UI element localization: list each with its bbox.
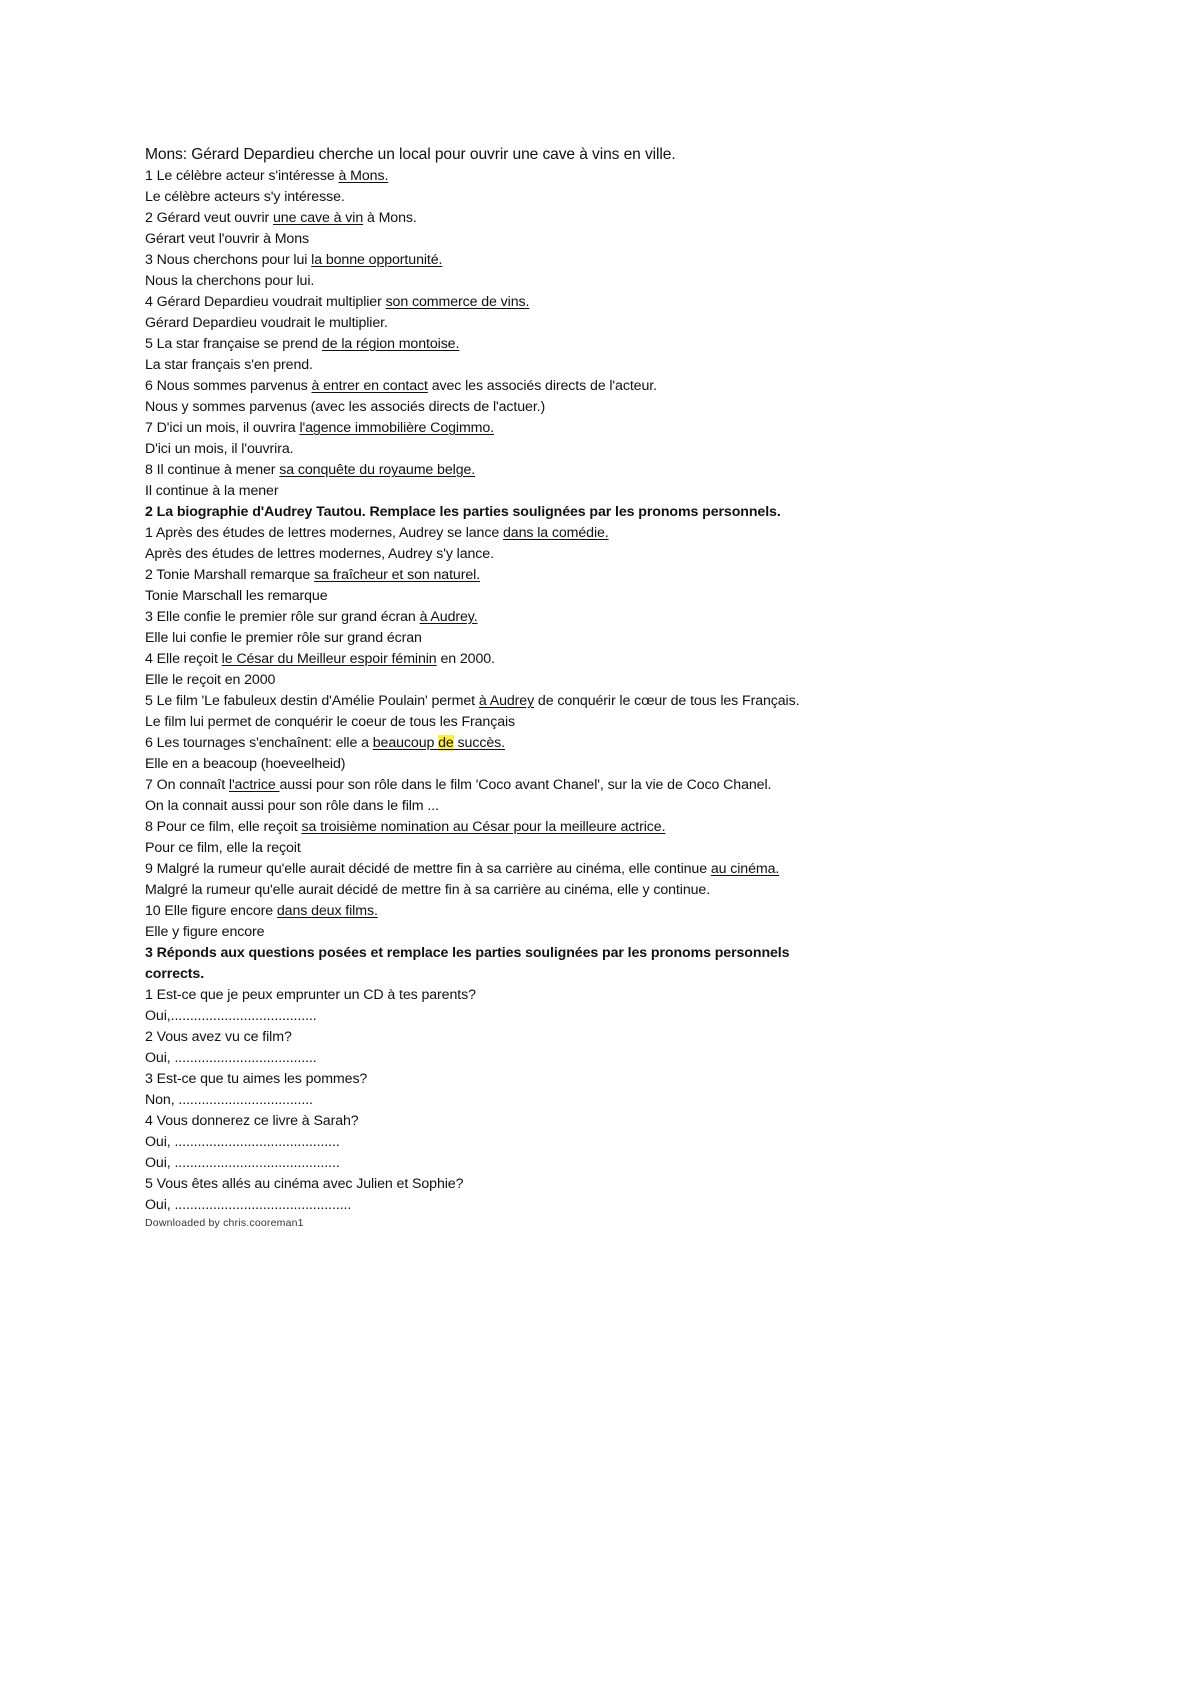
highlighted-text: de [438,735,454,751]
line-text: 7 On connaît [145,777,229,793]
document-line [145,901,965,922]
document-line [145,229,965,250]
line-text: à Mons. [363,210,417,226]
line-text: 6 Les tournages s'enchaînent: elle a [145,735,373,751]
underlined-text: à entrer en contact [311,378,428,394]
line-text: 8 Il continue à mener [145,462,280,478]
line-text: 1 Le célèbre acteur s'intéresse [145,168,339,184]
line-text: 3 Est-ce que tu aimes les pommes? [145,1071,368,1087]
document-line [145,1132,965,1153]
line-text: Le célèbre acteurs s'y intéresse. [145,189,345,205]
underlined-text: dans deux films. [276,903,378,919]
document-line [145,712,965,733]
line-text: Il continue à la mener [145,483,279,499]
underlined-text: à Mons. [338,168,389,184]
exercise-lines [145,166,965,1216]
document-line [145,292,965,313]
line-text: Le film lui permet de conquérir le coeur de tous les Français [145,714,516,730]
document-line [145,376,965,397]
document-title: Mons: Gérard Depardieu cherche un local pour ouvrir une cave à vins en ville. [145,146,676,163]
document-line [145,1027,965,1048]
line-text: Après des études de lettres modernes, Audrey s'y lance. [145,546,494,562]
underlined-text: une cave à vin [273,210,364,226]
line-text: 2 Gérard veut ouvrir [145,210,274,226]
document-line [145,649,965,670]
line-text: 5 Le film 'Le fabuleux destin d'Amélie Poulain' permet [145,693,479,709]
document-line [145,1174,965,1195]
line-text: D'ici un mois, il l'ouvrira. [145,441,294,457]
document-line [145,985,965,1006]
document-line [145,880,965,901]
line-text: aussi pour son rôle dans le film 'Coco avant Chanel', sur la vie de Coco Chanel. [279,777,772,793]
document-line [145,523,965,544]
line-text: On la connait aussi pour son rôle dans le film ... [145,798,439,814]
document-line [145,1069,965,1090]
line-text: Pour ce film, elle la reçoit [145,840,301,856]
document-line [145,859,845,880]
document-line [145,271,965,292]
document-line [145,733,965,754]
document-line [145,1111,965,1132]
line-text: Oui, ..................................... [145,1050,317,1066]
underlined-text: de la région montoise. [321,336,460,352]
line-text: 7 D'ici un mois, il ouvrira [145,420,300,436]
document-line [145,187,965,208]
document-line [145,691,845,712]
line-text: avec les associés directs de l'acteur. [427,378,657,394]
underlined-text: beaucoup [372,735,439,751]
line-text: en 2000. [436,651,495,667]
line-text: Non, ................................... [145,1092,313,1108]
document-line [145,670,965,691]
line-text: Gérart veut l'ouvrir à Mons [145,231,310,247]
document-line [145,943,845,985]
line-text: 1 Après des études de lettres modernes, Audrey se lance [145,525,503,541]
line-text: Elle y figure encore [145,924,265,940]
document-line [145,313,965,334]
underlined-text: sa troisième nomination au César pour la meilleure actrice. [301,819,666,835]
document-line [145,817,965,838]
document-line [145,586,965,607]
underlined-text: au cinéma. [710,861,780,877]
line-text: 3 Réponds aux questions posées et remplace les parties soulignées par les pronoms personnels corrects. [145,945,790,982]
underlined-text: sa conquête du royaume belge. [279,462,476,478]
document-line [145,628,965,649]
line-text: de conquérir le cœur de tous les Français. [534,693,800,709]
document-line [145,502,965,523]
document-line [145,1153,965,1174]
line-text: 2 La biographie d'Audrey Tautou. Remplace les parties soulignées par les pronoms personnels. [145,504,781,520]
line-text: Gérard Depardieu voudrait le multiplier. [145,315,388,331]
document-line [145,397,965,418]
line-text: Elle en a beacoup (hoeveelheid) [145,756,346,772]
line-text: Malgré la rumeur qu'elle aurait décidé de mettre fin à sa carrière au cinéma, elle y continue. [145,882,711,898]
underlined-text: à Audrey [478,693,535,709]
document-line [145,1090,965,1111]
underlined-text: son commerce de vins. [385,294,530,310]
line-text: 1 Est-ce que je peux emprunter un CD à tes parents? [145,987,476,1003]
line-text: 3 Elle confie le premier rôle sur grand écran [145,609,420,625]
document-line [145,1006,965,1027]
line-text: 8 Pour ce film, elle reçoit [145,819,302,835]
line-text: Oui, ........................................... [145,1155,340,1171]
line-text: Elle lui confie le premier rôle sur grand écran [145,630,422,646]
document-line [145,754,965,775]
document-line [145,355,965,376]
document-line [145,544,965,565]
document-line [145,796,965,817]
underlined-text: dans la comédie. [502,525,609,541]
line-text: 4 Elle reçoit [145,651,222,667]
line-text: Oui,...................................... [145,1008,317,1024]
download-footer: Downloaded by chris.cooreman1 [145,1217,304,1229]
document-line [145,460,965,481]
line-text: Elle le reçoit en 2000 [145,672,276,688]
document-line [145,838,965,859]
line-text: 2 Vous avez vu ce film? [145,1029,292,1045]
line-text: Oui, ........................................... [145,1134,340,1150]
line-text: Nous y sommes parvenus (avec les associés directs de l'actuer.) [145,399,546,415]
line-text: 9 Malgré la rumeur qu'elle aurait décidé de mettre fin à sa carrière au cinéma, elle continue [145,861,711,877]
document-line [145,922,965,943]
line-text: La star français s'en prend. [145,357,313,373]
document-line [145,607,965,628]
line-text: Nous la cherchons pour lui. [145,273,315,289]
line-text: 5 Vous êtes allés au cinéma avec Julien et Sophie? [145,1176,464,1192]
document-line [145,208,965,229]
document-line [145,481,965,502]
document-body [145,143,965,1230]
underlined-text: sa fraîcheur et son naturel. [314,567,481,583]
document-line [145,439,965,460]
document-line [145,250,965,271]
line-text: 2 Tonie Marshall remarque [145,567,315,583]
underlined-text: succès. [453,735,505,751]
document-line [145,1195,965,1216]
document-line [145,1048,965,1069]
line-text: 10 Elle figure encore [145,903,277,919]
line-text: 5 La star française se prend [145,336,322,352]
line-text: 4 Vous donnerez ce livre à Sarah? [145,1113,359,1129]
line-text: Tonie Marschall les remarque [145,588,328,604]
document-line [145,565,965,586]
document-line [145,166,965,187]
line-text: 6 Nous sommes parvenus [145,378,312,394]
line-text: 4 Gérard Depardieu voudrait multiplier [145,294,386,310]
document-line [145,775,965,796]
line-text: 3 Nous cherchons pour lui [145,252,312,268]
underlined-text: le César du Meilleur espoir féminin [221,651,437,667]
underlined-text: l'agence immobilière Cogimmo. [299,420,495,436]
underlined-text: à Audrey. [419,609,478,625]
underlined-text: la bonne opportunité. [311,252,443,268]
underlined-text: l'actrice [228,777,280,793]
line-text: Oui, .............................................. [145,1197,352,1213]
document-line [145,418,965,439]
document-line [145,334,965,355]
